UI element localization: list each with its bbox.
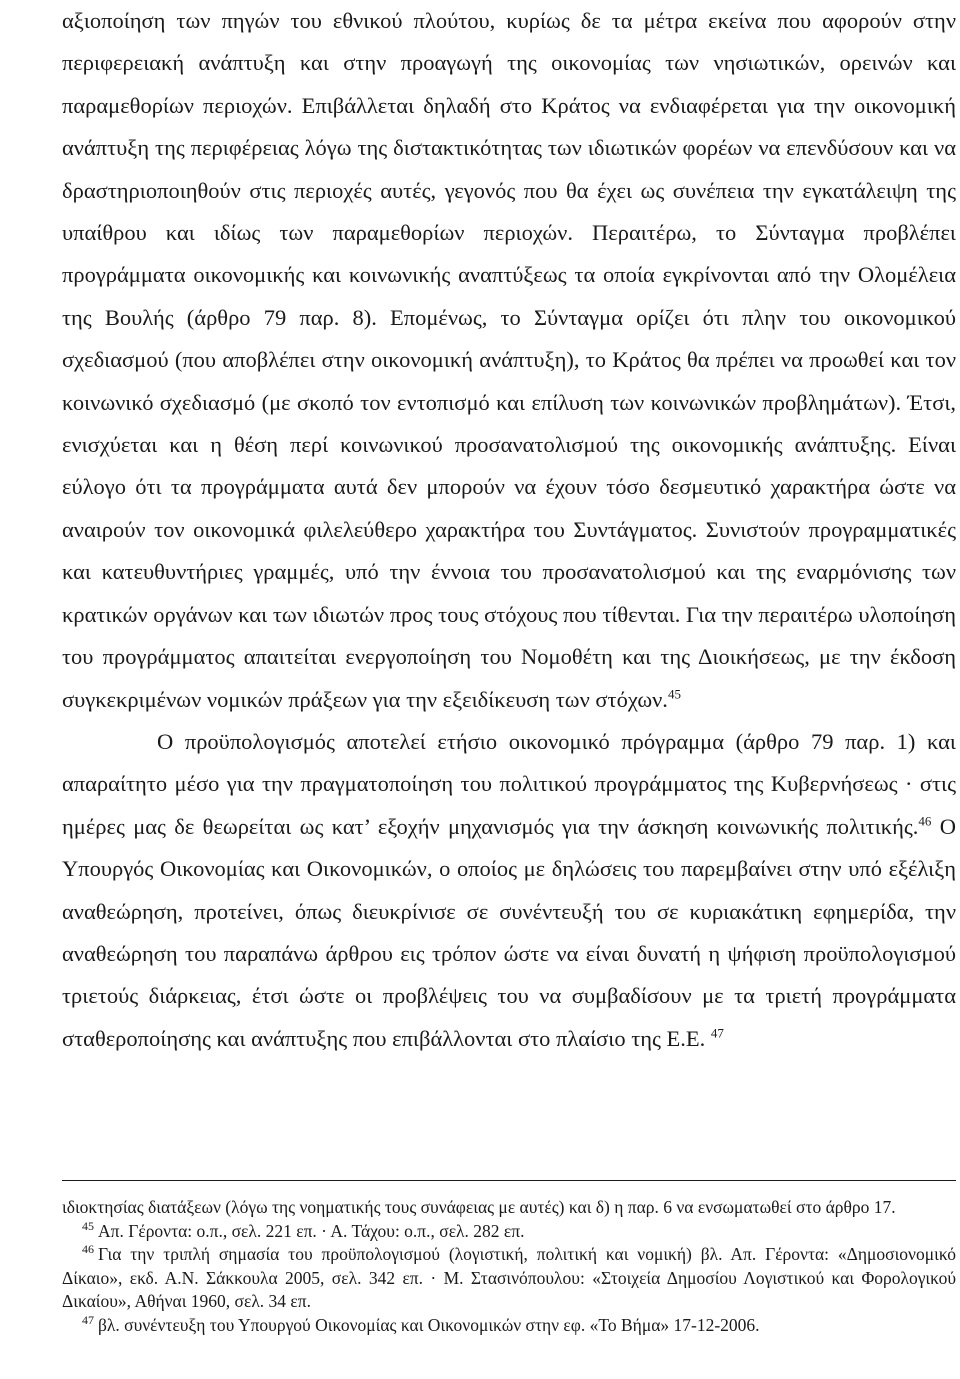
footnote-item xyxy=(62,1220,956,1244)
paragraph-text: αξιοποίηση των πηγών του εθνικού πλούτου, κυρίως δε τα μέτρα εκείνα που αφορούν στην περιφερειακή ανάπτυξη και στην προαγωγή της οικονομίας των νησιωτικών, ορεινών και παραμεθορίων περιοχών. Επιβάλλεται δηλαδή στο Κράτος να ενδιαφέρεται για την οικονομική ανάπτυξη της περιφέρειας λόγω της διστακτικότητας των ιδιωτικών φορέων να επενδύσουν και να δραστηριοποιηθούν στις περιοχές αυτές, γεγονός που θα έχει ως συνέπεια την εγκατάλειψη της υπαίθρου και ιδίως των παραμεθορίων περιοχών. Περαιτέρω, το Σύνταγμα προβλέπει προγράμματα οικονομικής και κοινωνικής αναπτύξεως τα οποία εγκρίνονται από την Ολομέλεια της Βουλής (άρθρο 79 παρ. 8). Επομένως, το Σύνταγμα ορίζει ότι πλην του οικονομικού σχεδιασμού (που αποβλέπει στην οικονομική ανάπτυξη), το Κράτος θα πρέπει να προωθεί και τον κοινωνικό σχεδιασμό (με σκοπό τον εντοπισμό και επίλυση των κοινωνικών προβλημάτων). Έτσι, ενισχύεται και η θέση περί κοινωνικού προσανατολισμού της οικονομικής ανάπτυξης. Είναι εύλογο ότι τα προγράμματα αυτά δεν μπορούν να έχουν τόσο δεσμευτικό χαρακτήρα ώστε να αναιρούν τον οικονομικά φιλελεύθερο χαρακτήρα του Συντάγματος. Συνιστούν προγραμματικές και κατευθυντήριες γραμμές, υπό την έννοια του προσανατολισμού και της εναρμόνισης των κρατικών οργάνων και των ιδιωτών προς τους στόχους που τίθενται. Για την περαιτέρω υλοποίηση του προγράμματος απαιτείται ενεργοποίηση του Νομοθέτη και της Διοικήσεως, με την έκδοση συγκεκριμένων νομικών πράξεων για την εξειδίκευση των στόχων. xyxy=(62,8,956,712)
footnote-ref[interactable]: 46 xyxy=(918,813,932,829)
footnote-number: 45 xyxy=(82,1218,94,1233)
footnote-text: Απ. Γέροντα: ο.π., σελ. 221 επ. · Α. Τάχου: ο.π., σελ. 282 επ. xyxy=(98,1220,525,1241)
paragraph-text: Ο Υπουργός Οικονομίας και Οικονομικών, ο οποίος με δηλώσεις του παρεμβαίνει στην υπό εξέλιξη αναθεώρηση, προτείνει, όπως διευκρίνισε σε συνέντευξή του σε κυριακάτικη εφημερίδα, την αναθεώρηση του παραπάνω άρθρου εις τρόπον ώστε να είναι δυνατή η ψήφιση προϋπολογισμού τριετούς διάρκειας, έτσι ώστε οι προβλέψεις του να συμβαδίσουν με τα τριετή προγράμματα σταθεροποίησης και ανάπτυξης που επιβάλλονται στο πλαίσιο της Ε.Ε. xyxy=(62,813,957,1051)
main-text xyxy=(62,0,956,1060)
body-paragraph xyxy=(62,721,956,1060)
footnote-continuation: ιδιοκτησίας διατάξεων (λόγω της νοηματικής τους συνάφειας με αυτές) και δ) η παρ. 6 να ενσωματωθεί στο άρθρο 17. xyxy=(62,1197,896,1217)
footnotes xyxy=(62,1196,956,1337)
footnote-item xyxy=(62,1314,956,1338)
footnote-separator xyxy=(62,1180,956,1181)
footnote-ref[interactable]: 45 xyxy=(667,686,681,701)
footnote-text: βλ. συνέντευξη του Υπουργού Οικονομίας και Οικονομικών στην εφ. «Το Βήμα» 17-12-2006. xyxy=(98,1314,760,1335)
paragraph-text: Ο προϋπολογισμός αποτελεί ετήσιο οικονομικό πρόγραμμα (άρθρο 79 παρ. 1) και απαραίτητο μέσο για την πραγματοποίηση του πολιτικού προγράμματος της Κυβερνήσεως · στις ημέρες μας δε θεωρείται ως κατ’ εξοχήν μηχανισμός για την άσκηση κοινωνικής πολιτικής. xyxy=(62,728,956,839)
body-paragraph xyxy=(62,0,956,721)
footnote-number: 46 xyxy=(82,1242,94,1257)
footnote-number: 47 xyxy=(82,1312,94,1327)
footnote-item xyxy=(62,1243,956,1314)
footnote-text: Για την τριπλή σημασία του προϋπολογισμού (λογιστική, πολιτική και νομική) βλ. Απ. Γέροντα: «Δημοσιονομικό Δίκαιο», εκδ. Α.Ν. Σάκκουλα 2005, σελ. 342 επ. · Μ. Στασινόπουλου: «Στοιχεία Δημοσίου Λογιστικού και Φορολογικού Δικαίου», Αθήναι 1960, σελ. 34 επ. xyxy=(62,1244,956,1311)
footnote-ref[interactable]: 47 xyxy=(710,1025,724,1041)
